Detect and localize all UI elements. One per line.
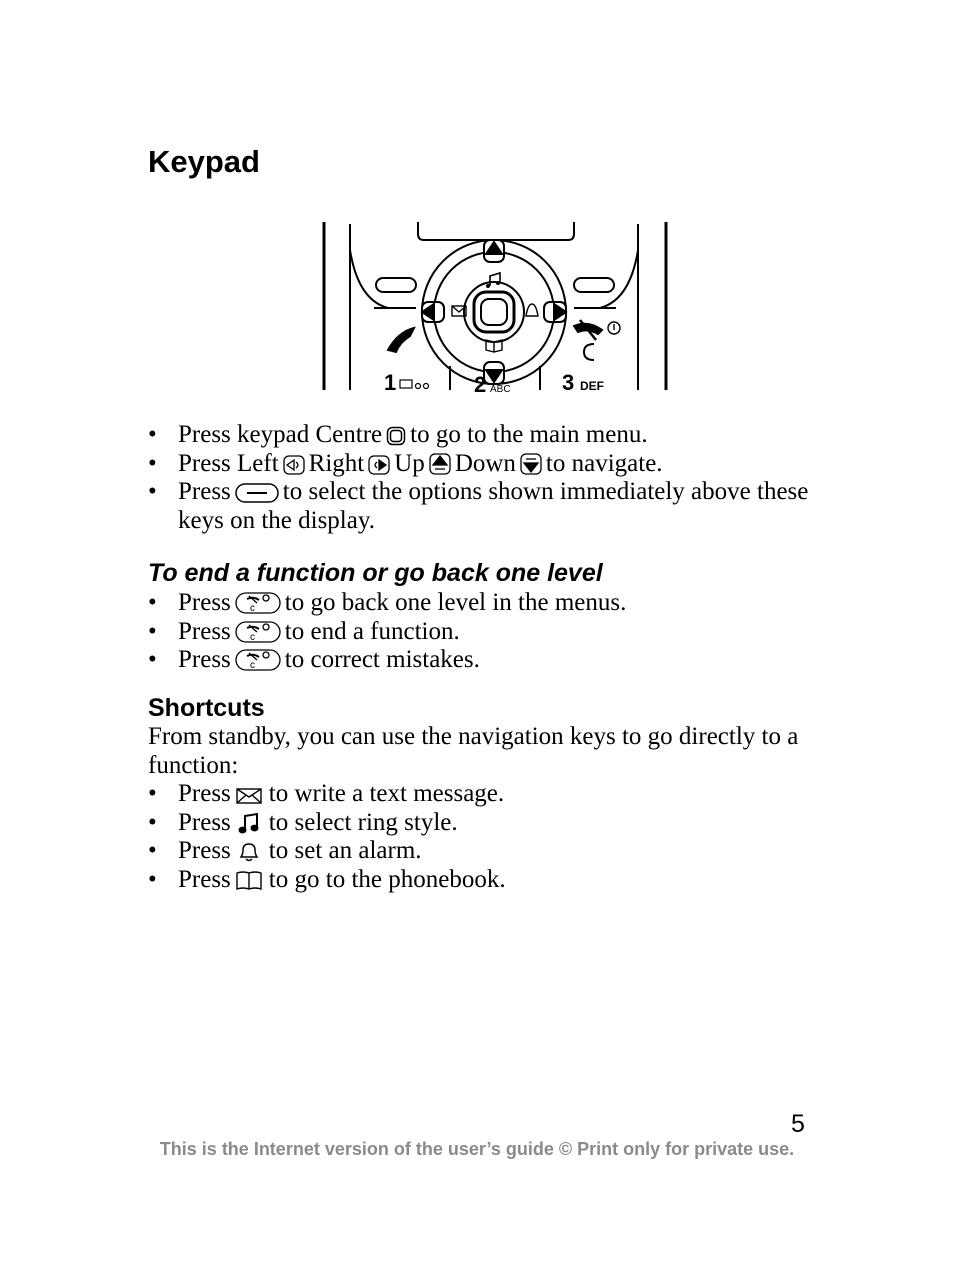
alarm-bell-icon (235, 840, 265, 862)
end-c-key-icon (235, 649, 281, 671)
list-item: • Press c to correct mistakes. (148, 646, 626, 675)
list-item: • Press to set an alarm. (148, 837, 506, 866)
page-heading: Keypad (148, 144, 260, 179)
shortcuts-intro: From standby, you can use the navigation keys to go directly to a function: (148, 723, 799, 779)
keypad-instructions (148, 421, 828, 536)
list-item: • Press to go to the phonebook. (148, 866, 506, 895)
key-2-label: 2 (474, 372, 487, 392)
key-1-label: 1 (384, 370, 397, 392)
selection-key-icon (235, 483, 279, 503)
list-item: • Press to select ring style. (148, 809, 506, 838)
list-item: • Press c to end a function. (148, 618, 626, 647)
phonebook-icon (235, 869, 265, 891)
list-item: • Press to select the options shown immediately above these keys on the display. (148, 478, 828, 535)
list-item: • Press to write a text message. (148, 780, 506, 809)
footer-notice: This is the Internet version of the user’s guide © Print only for private use. (159, 1139, 795, 1159)
end-function-heading: To end a function or go back one level (148, 559, 603, 587)
key-2-letters: ABC (490, 384, 511, 392)
key-3-letters: DEF (580, 379, 604, 392)
keypad-illustration (318, 220, 670, 392)
list-item: • Press keypad Centre to go to the main menu. (148, 421, 828, 450)
down-key-icon (520, 453, 542, 475)
list-item: • Press Left Right Up Down to navigate. (148, 450, 828, 479)
list-item: • Press c to go back one level in the menus. (148, 589, 626, 618)
page-number: 5 (791, 1110, 805, 1138)
end-function-list (148, 589, 626, 675)
svg-text:c: c (249, 660, 255, 672)
end-c-key-icon (235, 621, 281, 643)
shortcuts-heading: Shortcuts (148, 694, 265, 722)
left-key-icon (283, 455, 305, 475)
right-key-icon (368, 455, 390, 475)
svg-text:c: c (249, 631, 255, 643)
music-note-icon (235, 812, 265, 834)
svg-text:c: c (249, 603, 255, 614)
envelope-icon (235, 787, 265, 805)
end-c-key-icon (235, 592, 281, 614)
shortcuts-list (148, 780, 506, 895)
centre-key-icon (386, 426, 406, 446)
key-3-label: 3 (562, 370, 575, 392)
up-key-icon (429, 453, 451, 475)
